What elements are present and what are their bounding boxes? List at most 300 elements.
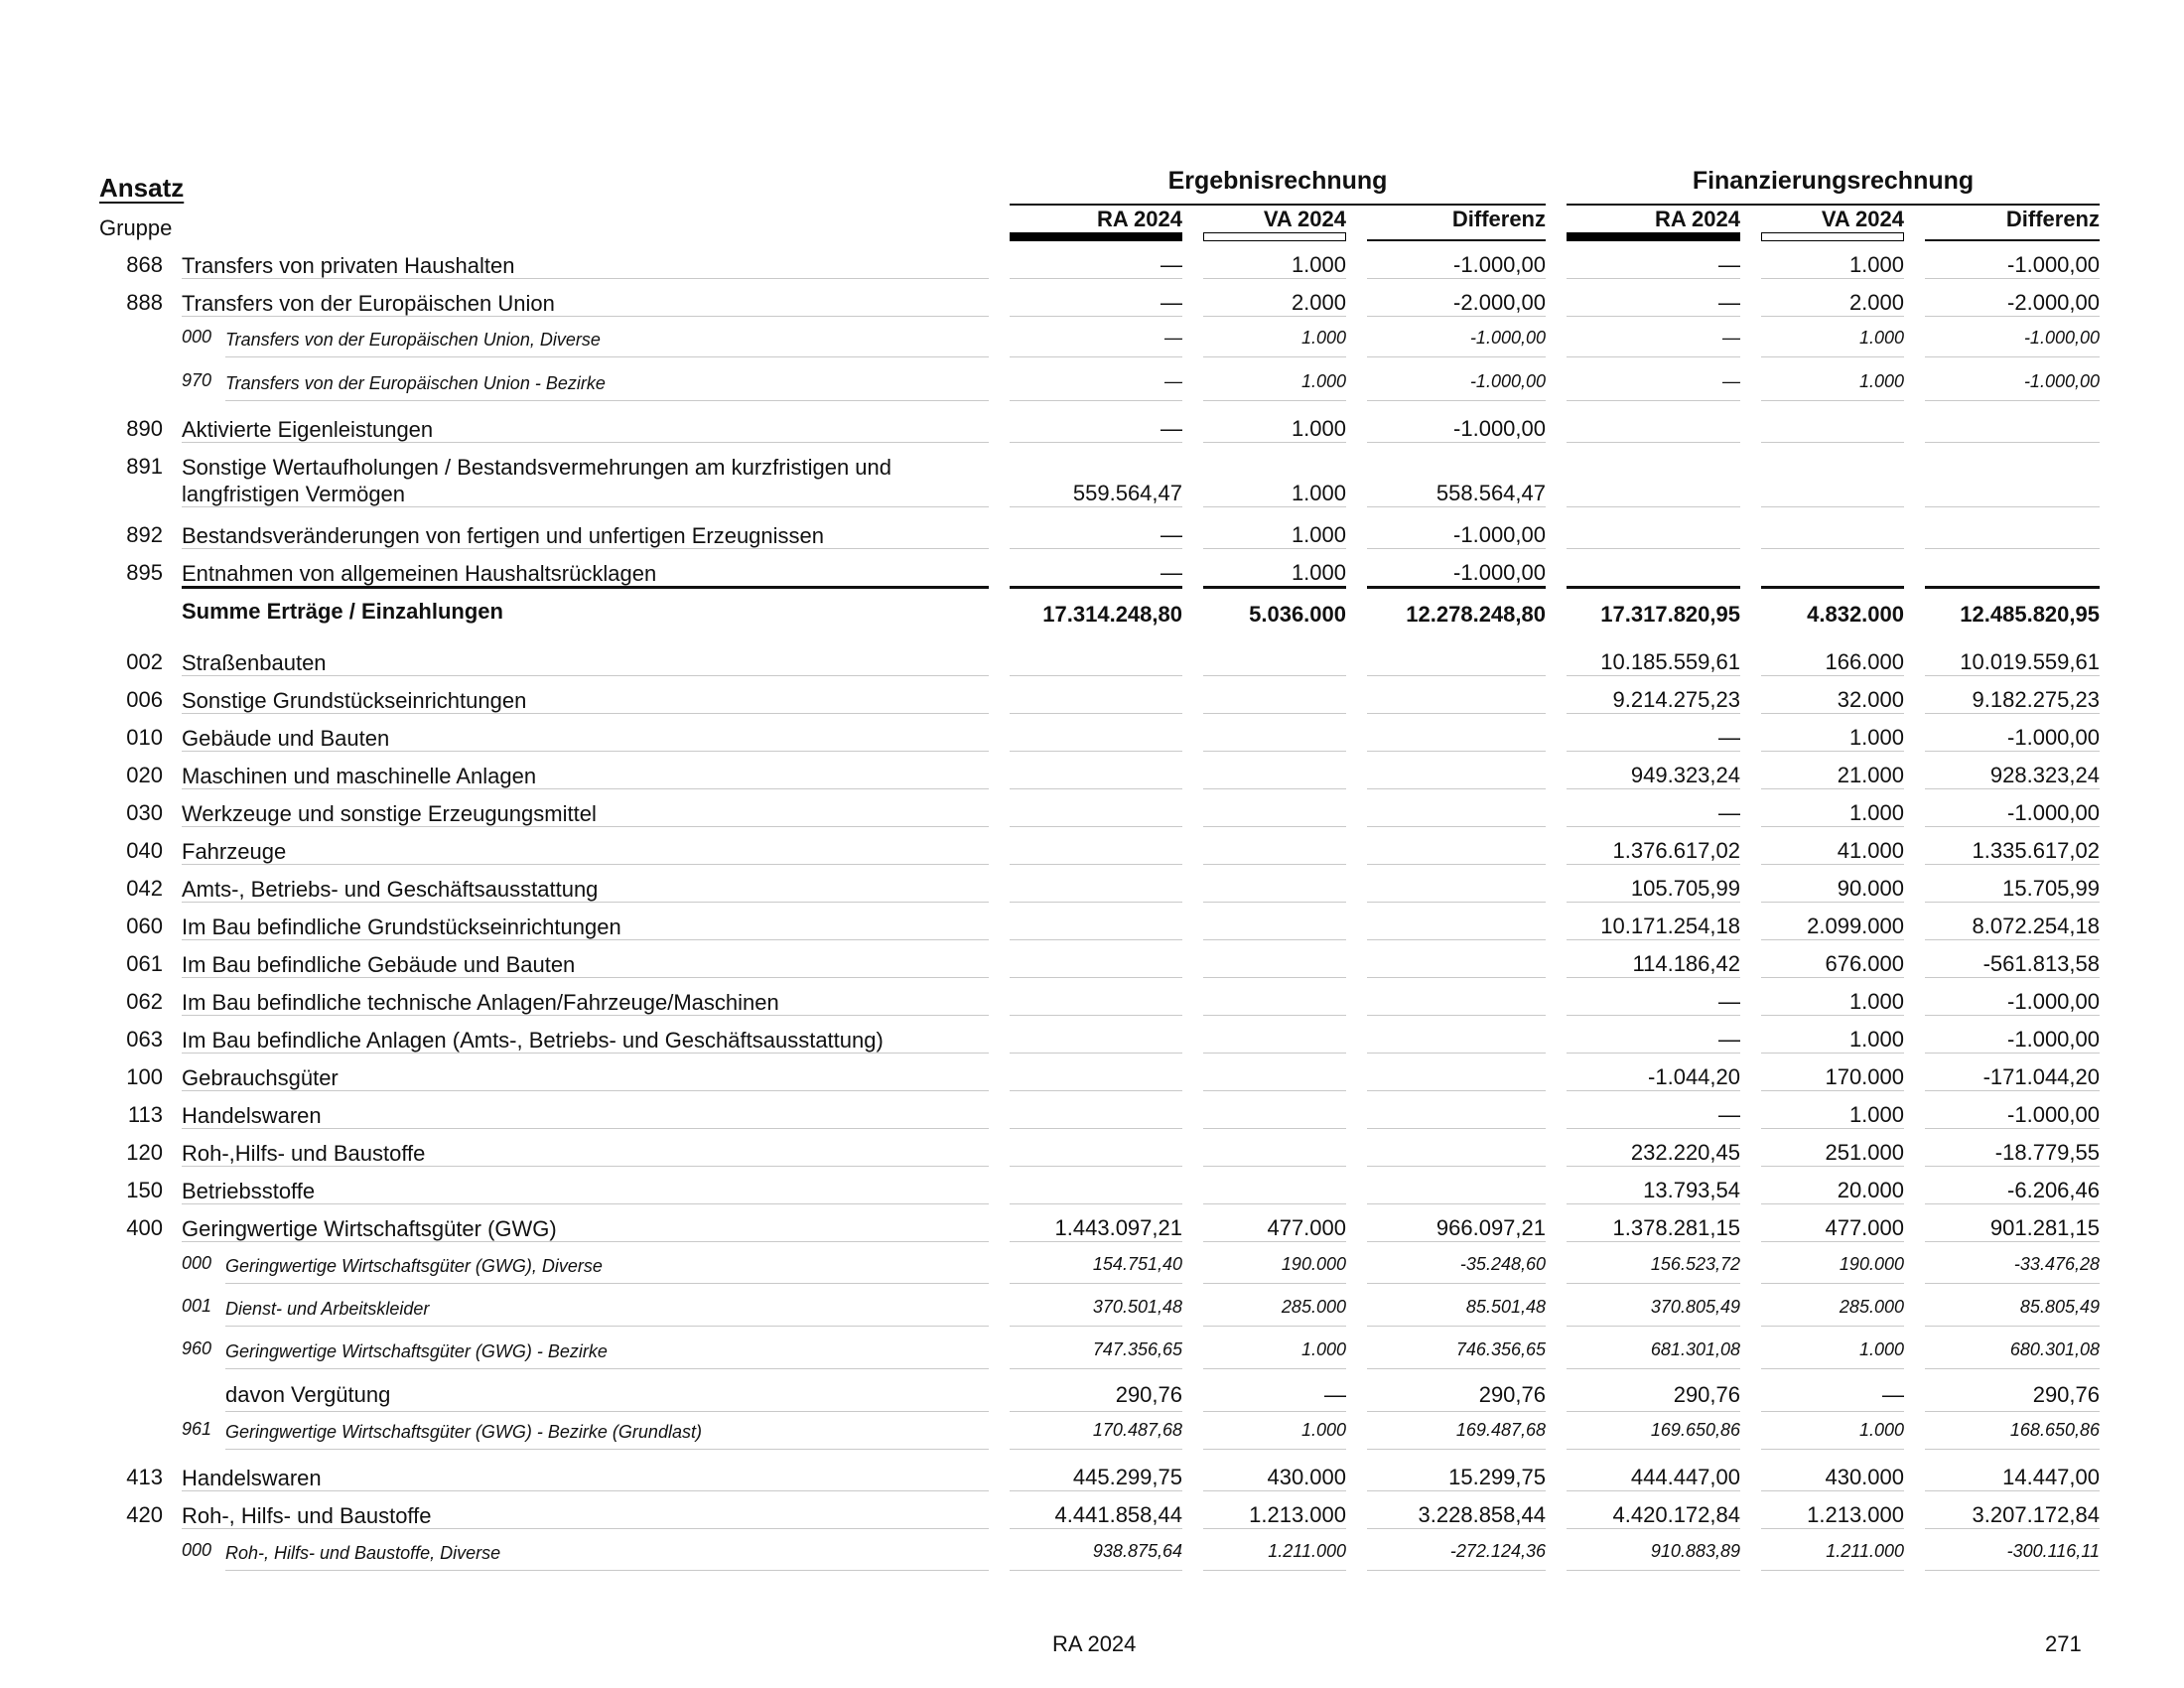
row-number: 120 [126, 1140, 163, 1165]
value-cell: 1.211.000 [1268, 1541, 1346, 1561]
row-number: 040 [126, 838, 163, 863]
row-number: 063 [126, 1027, 163, 1052]
cell-divider [1925, 902, 2100, 903]
col-header-er-diff: Differenz [1451, 207, 1546, 231]
row-divider [182, 316, 989, 317]
row-label: Geringwertige Wirtschaftsgüter (GWG) - Bezirke [225, 1341, 608, 1361]
row-label: Roh-,Hilfs- und Baustoffe [182, 1141, 426, 1166]
cell-divider [1925, 1368, 2100, 1369]
cell-divider [1925, 356, 2100, 357]
row-label: Transfers von der Europäischen Union [182, 291, 555, 316]
row-number: 100 [126, 1064, 163, 1089]
value-cell: 1.000 [1848, 800, 1904, 825]
value-cell: 21.000 [1837, 763, 1904, 787]
value-cell: 169.650,86 [1650, 1420, 1740, 1440]
row-label: Sonstige Grundstückseinrichtungen [182, 688, 527, 713]
cell-divider [1567, 1203, 1740, 1204]
value-cell: 190.000 [1839, 1254, 1904, 1274]
value-cell: -6.206,46 [2007, 1178, 2100, 1202]
value-cell: -35.248,60 [1459, 1254, 1546, 1274]
cell-divider [1925, 675, 2100, 676]
row-divider [225, 1449, 989, 1450]
row-label: Roh-, Hilfs- und Baustoffe, Diverse [225, 1543, 501, 1563]
row-divider [182, 1090, 989, 1091]
row-number: 020 [126, 763, 163, 787]
value-cell: 166.000 [1825, 649, 1904, 674]
cell-divider [1925, 751, 2100, 752]
cell-divider [1010, 1528, 1182, 1529]
cell-divider [1567, 1283, 1740, 1284]
value-cell: — [1718, 1102, 1740, 1127]
cell-divider [1010, 442, 1182, 443]
cell-divider [1761, 278, 1904, 279]
row-divider [182, 751, 989, 752]
value-cell: 169.487,68 [1455, 1420, 1546, 1440]
row-number: 060 [126, 914, 163, 938]
row-divider [182, 939, 989, 940]
cell-divider [1367, 548, 1546, 549]
cell-divider [1925, 1090, 2100, 1091]
cell-divider [1925, 1283, 2100, 1284]
finanzierungsrechnung-heading: Finanzierungsrechnung [1692, 167, 1975, 195]
cell-divider [1367, 1053, 1546, 1054]
cell-divider [1761, 1528, 1904, 1529]
row-label: Roh-, Hilfs- und Baustoffe [182, 1503, 432, 1528]
cell-divider [1567, 356, 1740, 357]
cell-divider [1925, 1203, 2100, 1204]
cell-divider [1010, 1449, 1182, 1450]
cell-divider [1925, 1053, 2100, 1054]
row-number: 961 [182, 1419, 212, 1439]
value-cell: 9.214.275,23 [1612, 687, 1740, 712]
row-number: 001 [182, 1296, 212, 1316]
value-cell: 1.000 [1858, 328, 1904, 348]
row-divider [182, 788, 989, 789]
cell-divider [1367, 1283, 1546, 1284]
value-cell: 1.000 [1848, 1102, 1904, 1127]
cell-divider [1203, 1570, 1346, 1571]
row-divider [182, 506, 989, 507]
row-divider [182, 1053, 989, 1054]
cell-divider [1010, 977, 1182, 978]
row-divider [182, 1166, 989, 1167]
ansatz-heading: Ansatz [99, 173, 185, 203]
value-cell: 10.171.254,18 [1600, 914, 1740, 938]
cell-divider [1925, 1166, 2100, 1167]
value-cell: — [1718, 1027, 1740, 1052]
row-divider [182, 713, 989, 714]
row-divider [182, 675, 989, 676]
cell-divider [1203, 1411, 1346, 1412]
row-label: Bestandsveränderungen von fertigen und unfertigen Erzeugnissen [182, 523, 825, 548]
cell-divider [1203, 939, 1346, 940]
value-cell: 1.000 [1848, 252, 1904, 277]
value-cell: — [1160, 560, 1182, 585]
value-cell: 2.000 [1848, 290, 1904, 315]
value-cell: 966.097,21 [1435, 1215, 1546, 1240]
cell-divider [1010, 506, 1182, 507]
row-divider [182, 1203, 989, 1204]
va-column-marker-right [1761, 232, 1904, 241]
cell-divider [1203, 1528, 1346, 1529]
value-cell: 190.000 [1281, 1254, 1346, 1274]
cell-divider [1761, 864, 1904, 865]
cell-divider [1367, 1411, 1546, 1412]
row-label: Handelswaren [182, 1466, 322, 1490]
value-cell: 1.000 [1848, 989, 1904, 1014]
value-cell: 477.000 [1825, 1215, 1904, 1240]
cell-divider [1567, 400, 1740, 401]
value-cell: -1.000,00 [2007, 252, 2100, 277]
cell-divider [1367, 316, 1546, 317]
row-number: 888 [126, 290, 163, 315]
value-cell: 747.356,65 [1092, 1339, 1182, 1359]
cell-divider [1925, 788, 2100, 789]
row-number: 010 [126, 725, 163, 750]
value-cell: 10.019.559,61 [1960, 649, 2100, 674]
value-cell: 17.314.248,80 [1042, 602, 1182, 627]
value-cell: 9.182.275,23 [1972, 687, 2100, 712]
cell-divider [1761, 1015, 1904, 1016]
cell-divider [1761, 826, 1904, 827]
cell-divider [1925, 1449, 2100, 1450]
cell-divider [1203, 977, 1346, 978]
cell-divider [1010, 1241, 1182, 1242]
cell-divider [1010, 1326, 1182, 1327]
cell-divider [1761, 675, 1904, 676]
row-label: Im Bau befindliche Anlagen (Amts-, Betriebs- und Geschäftsausstattung) [182, 1028, 884, 1053]
row-label: Transfers von der Europäischen Union, Diverse [225, 330, 601, 350]
value-cell: 1.335.617,02 [1972, 838, 2100, 863]
cell-divider [1203, 506, 1346, 507]
cell-divider [1367, 788, 1546, 789]
cell-divider [1203, 751, 1346, 752]
cell-divider [1925, 400, 2100, 401]
value-cell: 12.278.248,80 [1406, 602, 1546, 627]
row-label: Gebrauchsgüter [182, 1065, 339, 1090]
cell-divider [1203, 826, 1346, 827]
cell-divider [1203, 316, 1346, 317]
cell-divider [1567, 442, 1740, 443]
value-cell: -1.000,00 [1453, 252, 1546, 277]
ergebnisrechnung-rule [1010, 204, 1546, 206]
cell-divider [1567, 1241, 1740, 1242]
cell-divider [1567, 1528, 1740, 1529]
cell-divider [1925, 1490, 2100, 1491]
cell-divider [1567, 788, 1740, 789]
value-cell: 170.000 [1825, 1064, 1904, 1089]
row-label-continued: langfristigen Vermögen [182, 482, 406, 506]
cell-divider [1203, 1090, 1346, 1091]
row-divider [182, 442, 989, 443]
row-label: Amts-, Betriebs- und Geschäftsausstattung [182, 877, 599, 902]
cell-divider [1761, 1203, 1904, 1204]
cell-divider [1010, 864, 1182, 865]
value-cell: 1.000 [1300, 1339, 1346, 1359]
cell-divider [1010, 826, 1182, 827]
cell-divider [1367, 713, 1546, 714]
value-cell: -1.000,00 [1453, 522, 1546, 547]
cell-divider [1010, 675, 1182, 676]
row-label: davon Vergütung [225, 1382, 391, 1407]
value-cell: 1.000 [1858, 371, 1904, 391]
value-cell: -171.044,20 [1982, 1064, 2100, 1089]
cell-divider [1925, 1326, 2100, 1327]
cell-divider [1010, 548, 1182, 549]
value-cell: -1.000,00 [2023, 328, 2100, 348]
value-cell: 290,76 [1478, 1382, 1546, 1407]
value-cell: 444.447,00 [1630, 1465, 1740, 1489]
value-cell: 1.378.281,15 [1612, 1215, 1740, 1240]
row-number: 150 [126, 1178, 163, 1202]
cell-divider [1567, 1368, 1740, 1369]
col-header-fr-ra: RA 2024 [1654, 207, 1740, 231]
row-label: Summe Erträge / Einzahlungen [182, 599, 503, 624]
cell-divider [1203, 1053, 1346, 1054]
cell-divider [1925, 939, 2100, 940]
cell-divider [1203, 675, 1346, 676]
row-number: 061 [126, 951, 163, 976]
cell-divider [1010, 316, 1182, 317]
cell-divider [1761, 1166, 1904, 1167]
value-cell: 1.213.000 [1249, 1502, 1346, 1527]
value-cell: -1.000,00 [2007, 989, 2100, 1014]
cell-divider [1567, 864, 1740, 865]
value-cell: 1.213.000 [1807, 1502, 1904, 1527]
cell-divider [1925, 586, 2100, 589]
value-cell: — [1722, 328, 1740, 348]
value-cell: 85.805,49 [2019, 1297, 2100, 1317]
value-cell: 90.000 [1837, 876, 1904, 901]
value-cell: 1.000 [1300, 328, 1346, 348]
cell-divider [1367, 1528, 1546, 1529]
cell-divider [1203, 902, 1346, 903]
value-cell: — [1718, 725, 1740, 750]
value-cell: 445.299,75 [1072, 1465, 1182, 1489]
cell-divider [1203, 1368, 1346, 1369]
cell-divider [1203, 548, 1346, 549]
cell-divider [1203, 442, 1346, 443]
row-label: Handelswaren [182, 1103, 322, 1128]
row-number: 030 [126, 800, 163, 825]
cell-divider [1761, 548, 1904, 549]
value-cell: -1.000,00 [2007, 800, 2100, 825]
row-number: 000 [182, 327, 212, 347]
row-label: Fahrzeuge [182, 839, 287, 864]
row-number: 413 [126, 1465, 163, 1489]
value-cell: -1.000,00 [1469, 371, 1546, 391]
row-number: 891 [126, 454, 163, 479]
cell-divider [1203, 788, 1346, 789]
value-cell: 910.883,89 [1650, 1541, 1740, 1561]
cell-divider [1010, 1053, 1182, 1054]
cell-divider [1567, 586, 1740, 589]
row-label: Im Bau befindliche Gebäude und Bauten [182, 952, 576, 977]
cell-divider [1761, 356, 1904, 357]
cell-divider [1761, 1449, 1904, 1450]
page-number: 271 [2045, 1631, 2082, 1656]
value-cell: -2.000,00 [1453, 290, 1546, 315]
value-cell: 1.000 [1291, 560, 1346, 585]
value-cell: — [1718, 290, 1740, 315]
value-cell: 370.805,49 [1650, 1297, 1740, 1317]
row-label: Werkzeuge und sonstige Erzeugungsmittel [182, 801, 597, 826]
cell-divider [1367, 826, 1546, 827]
value-cell: -1.000,00 [1453, 416, 1546, 441]
row-divider [182, 826, 989, 827]
row-divider [182, 864, 989, 865]
value-cell: — [1160, 522, 1182, 547]
value-cell: -1.044,20 [1648, 1064, 1740, 1089]
row-number: 113 [127, 1102, 163, 1127]
value-cell: -1.000,00 [2023, 371, 2100, 391]
cell-divider [1761, 939, 1904, 940]
row-label: Transfers von privaten Haushalten [182, 253, 515, 278]
row-label: Im Bau befindliche technische Anlagen/Fahrzeuge/Maschinen [182, 990, 779, 1015]
value-cell: — [1160, 252, 1182, 277]
cell-divider [1567, 1570, 1740, 1571]
value-cell: 32.000 [1837, 687, 1904, 712]
cell-divider [1925, 316, 2100, 317]
cell-divider [1761, 902, 1904, 903]
cell-divider [1203, 1449, 1346, 1450]
row-divider [182, 1528, 989, 1529]
row-number: 895 [126, 560, 163, 585]
cell-divider [1567, 1053, 1740, 1054]
row-number: 000 [182, 1540, 212, 1560]
value-cell: -1.000,00 [1469, 328, 1546, 348]
cell-divider [1203, 1015, 1346, 1016]
value-cell: 938.875,64 [1092, 1541, 1182, 1561]
diff-column-rule-right [1925, 239, 2100, 241]
cell-divider [1203, 864, 1346, 865]
value-cell: 430.000 [1267, 1465, 1346, 1489]
finanzierungsrechnung-rule [1567, 204, 2100, 206]
ergebnisrechnung-heading: Ergebnisrechnung [1167, 167, 1388, 195]
cell-divider [1367, 1241, 1546, 1242]
row-label: Aktivierte Eigenleistungen [182, 417, 434, 442]
row-number: 960 [182, 1338, 212, 1358]
cell-divider [1203, 586, 1346, 589]
row-label: Im Bau befindliche Grundstückseinrichtungen [182, 914, 621, 939]
value-cell: 4.420.172,84 [1612, 1502, 1740, 1527]
value-cell: 285.000 [1839, 1297, 1904, 1317]
diff-column-rule-left [1367, 239, 1546, 241]
cell-divider [1367, 1326, 1546, 1327]
value-cell: 1.000 [1300, 1420, 1346, 1440]
value-cell: 14.447,00 [2002, 1465, 2100, 1489]
cell-divider [1010, 1128, 1182, 1129]
value-cell: -561.813,58 [1982, 951, 2100, 976]
value-cell: 430.000 [1825, 1465, 1904, 1489]
cell-divider [1367, 400, 1546, 401]
cell-divider [1925, 1128, 2100, 1129]
value-cell: 901.281,15 [1989, 1215, 2100, 1240]
cell-divider [1761, 1090, 1904, 1091]
cell-divider [1761, 751, 1904, 752]
footer-title: RA 2024 [1052, 1631, 1137, 1656]
value-cell: 290,76 [1673, 1382, 1740, 1407]
cell-divider [1761, 1490, 1904, 1491]
cell-divider [1367, 356, 1546, 357]
row-divider [182, 1490, 989, 1491]
cell-divider [1761, 1128, 1904, 1129]
row-number: 868 [126, 252, 163, 277]
cell-divider [1367, 278, 1546, 279]
col-header-er-va: VA 2024 [1263, 207, 1346, 231]
cell-divider [1203, 400, 1346, 401]
cell-divider [1203, 1490, 1346, 1491]
cell-divider [1010, 1015, 1182, 1016]
cell-divider [1925, 864, 2100, 865]
value-cell: 558.564,47 [1435, 481, 1546, 505]
value-cell: — [1718, 989, 1740, 1014]
row-label: Geringwertige Wirtschaftsgüter (GWG) - Bezirke (Grundlast) [225, 1422, 702, 1442]
cell-divider [1367, 1449, 1546, 1450]
row-number: 042 [126, 876, 163, 901]
cell-divider [1925, 1241, 2100, 1242]
value-cell: — [1718, 800, 1740, 825]
cell-divider [1010, 1203, 1182, 1204]
row-divider [182, 548, 989, 549]
value-cell: — [1882, 1382, 1904, 1407]
cell-divider [1925, 1570, 2100, 1571]
value-cell: 290,76 [2032, 1382, 2100, 1407]
cell-divider [1367, 675, 1546, 676]
gruppe-heading: Gruppe [99, 215, 173, 240]
value-cell: 85.501,48 [1465, 1297, 1546, 1317]
ra-column-marker-right [1567, 232, 1740, 241]
value-cell: 2.000 [1291, 290, 1346, 315]
cell-divider [1010, 788, 1182, 789]
cell-divider [1010, 902, 1182, 903]
value-cell: -2.000,00 [2007, 290, 2100, 315]
value-cell: 1.000 [1858, 1339, 1904, 1359]
cell-divider [1010, 1090, 1182, 1091]
cell-divider [1761, 1053, 1904, 1054]
row-divider [182, 278, 989, 279]
value-cell: 746.356,65 [1455, 1339, 1546, 1359]
value-cell: 17.317.820,95 [1600, 602, 1740, 627]
value-cell: 1.211.000 [1826, 1541, 1904, 1561]
row-label: Geringwertige Wirtschaftsgüter (GWG) [182, 1216, 557, 1241]
cell-divider [1367, 1015, 1546, 1016]
cell-divider [1761, 506, 1904, 507]
cell-divider [1567, 278, 1740, 279]
value-cell: -1.000,00 [2007, 1102, 2100, 1127]
row-label: Dienst- und Arbeitskleider [225, 1299, 430, 1319]
value-cell: 4.832.000 [1807, 602, 1904, 627]
row-divider [225, 1411, 989, 1412]
cell-divider [1567, 548, 1740, 549]
value-cell: — [1722, 371, 1740, 391]
row-number: 400 [126, 1215, 163, 1240]
cell-divider [1367, 977, 1546, 978]
cell-divider [1761, 586, 1904, 589]
row-divider [225, 1283, 989, 1284]
cell-divider [1367, 1203, 1546, 1204]
va-column-marker-left [1203, 232, 1346, 241]
value-cell: -300.116,11 [2006, 1541, 2100, 1561]
cell-divider [1203, 1166, 1346, 1167]
value-cell: 1.000 [1291, 481, 1346, 505]
cell-divider [1567, 751, 1740, 752]
row-divider [225, 400, 989, 401]
value-cell: 8.072.254,18 [1972, 914, 2100, 938]
value-cell: -33.476,28 [2013, 1254, 2100, 1274]
value-cell: 1.000 [1300, 371, 1346, 391]
value-cell: — [1324, 1382, 1346, 1407]
